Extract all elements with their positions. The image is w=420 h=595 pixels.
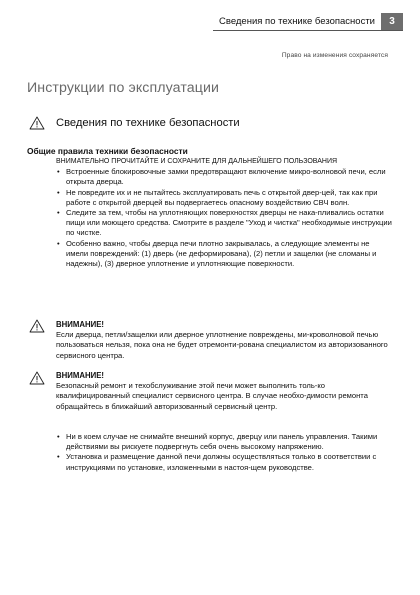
section-heading: Сведения по технике безопасности (56, 117, 240, 129)
header-rule (213, 30, 403, 31)
list-item: • Установка и размещение данной печи должны осуществляться только в соответствии с инструкциями по установке, изложенными в настоя-щем руководстве. (56, 452, 392, 472)
page-header (219, 11, 403, 30)
warning-triangle-icon (29, 371, 45, 385)
warning-triangle-icon (29, 319, 45, 333)
general-rules-intro: ВНИМАТЕЛЬНО ПРОЧИТАЙТЕ И СОХРАНИТЕ ДЛЯ ДАЛЬНЕЙШЕГО ПОЛЬЗОВАНИЯ (56, 158, 338, 165)
warning-block-1 (56, 320, 392, 361)
warning-text: Безопасный ремонт и техобслуживание этой печи может выполнить толь-ко квалифицированный специалист сервисного центра. В случае необхо-димости ремонта обращайтесь в ближайший авторизованный сервисный центр. (56, 381, 368, 411)
list-item: • Следите за тем, чтобы на уплотняющих поверхностях дверцы не нака-пливались остатки пищи или моющего средства. Смотрите в разделе "Уход и чистка" необходимые инструкции по чистке. (56, 208, 392, 239)
general-rules-content (56, 157, 392, 269)
list-item: • Встроенные блокировочные замки предотвращают включение микро-волновой печи, если открыта дверца. (56, 167, 392, 187)
page-number: 3 (381, 13, 403, 30)
final-bullets (56, 432, 392, 473)
general-rules-heading: Общие правила техники безопасности (27, 146, 188, 156)
warning-label: ВНИМАНИЕ! (56, 320, 105, 329)
list-item: • Не повредите их и не пытайтесь эксплуатировать печь с открытой двер-цей, так как при работе с открытой дверцей вы подвергаетесь опасному воздействию СВЧ волн. (56, 188, 392, 208)
list-item: • Особенно важно, чтобы дверца печи плотно закрывалась, а следующие элементы не имели повреждений: (1) дверь (не деформирована), (2) петли и защелки (не сломаны и надежны), (3) дверное уплотнение и уплотняющие поверхности. (56, 239, 392, 270)
warning-label: ВНИМАНИЕ! (56, 371, 105, 380)
warning-triangle-icon (29, 116, 45, 130)
general-rules-list (56, 167, 392, 269)
manual-title: Инструкции по эксплуатации (27, 80, 220, 96)
warning-text: Если дверца, петли/защелки или дверное уплотнение повреждены, ми-кроволновой печью пользоваться нельзя, пока она не будет отремонти-рована специалистом из авторизованного сервисного центра. (56, 330, 388, 360)
final-bullets-list (56, 432, 392, 473)
warning-block-2 (56, 371, 392, 412)
list-item: • Ни в коем случае не снимайте внешний корпус, дверцу или панель управления. Такими действиями вы рискуете подвергнуть себя очень высокому напряжению. (56, 432, 392, 452)
header-title: Сведения по технике безопасности (219, 16, 375, 27)
rights-note: Право на изменения сохраняется (281, 52, 388, 59)
